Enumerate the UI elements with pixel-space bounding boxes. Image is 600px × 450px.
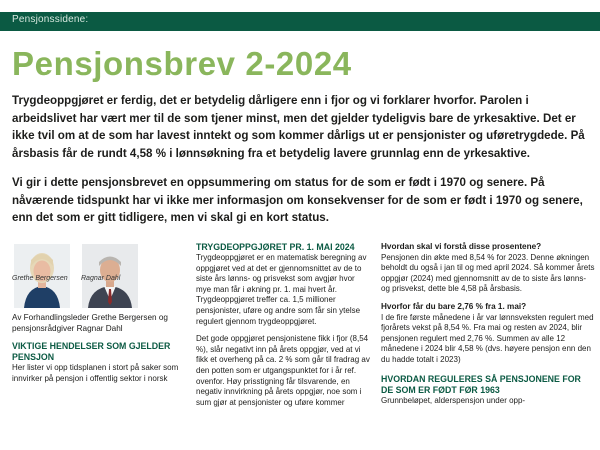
photo-caption-2: Ragnar Dahl [81,275,121,282]
left-column [12,242,177,306]
intro-paragraph-1: Trygdeoppgjøret er ferdig, det er betydelig dårligere enn i fjor og vi forklarer hvorfor. Parolen i arbeidslivet har vært mer til de som tjener minst, men det gjelder tydeligvis bare de yrkesaktive. Det er ikke tvil om at de som har lavest inntekt og som kommer dårligs ut er pensjonister og uføretrygdede. På årsbasis får de rundt 4,58 % i lønnsøkning fra et betydelig lavere grunnlag enn de yrkesaktive. [12,94,585,160]
middle-heading: TRYGDEOPPGJØRET PR. 1. MAI 2024 [196,242,355,252]
section-bar [0,12,600,31]
section-label: Pensjonssidene: [12,14,89,25]
middle-column [196,242,370,415]
byline: Av Forhandlingsleder Grethe Bergersen og pensjonsrådgiver Ragnar Dahl [12,313,168,333]
middle-paragraph-1: Trygdeoppgjøret er en matematisk beregning av oppgjøret ved at det er gjennomsnittet av de to siste års lønns- og prisvekst som avgjør hvor mye man får i økning pr. 1. mai hvert år. Trygdeoppgjøret treffer ca. 1,5 millioner pensjonister, uføre og andre som får sin ytelse regulert gjennom trygdeoppgjøret. [196,253,367,326]
question-2: Hvorfor får du bare 2,76 % fra 1. mai? [381,301,527,311]
author-photos [12,242,177,306]
left-body: Her lister vi opp tidsplanen i stort på saker som innvirker på pensjon i offentlig sektor i norsk [12,363,179,383]
answer-2: I de fire første månedene i år var lønnsveksten regulert med fjorårets vekst på 8,54 %. Fra mai og resten av 2024, blir pensjonen regulert med 2,76 %. Summen av alle 12 månedene i 2024 blir 4,58 % (dvs. høyere pensjon enn den du hadde totalt i 2023) [381,312,594,364]
right-heading: HVORDAN REGULERES SÅ PENSJONENE FOR DE SOM ER FØDT FØR 1963 [381,373,581,395]
right-column [381,242,595,413]
intro-paragraph-2: Vi gir i dette pensjonsbrevet en oppsummering om status for de som er født i 1970 og senere. På nåværende tidspunkt har vi ikke mer informasjon om konsekvenser for de som er født i 1970 og senere, enn det som er gitt tidligere, men vi skal gi en kort status. [12,176,583,224]
right-body: Grunnbeløpet, alderspensjon under opp- [381,395,526,405]
left-heading: VIKTIGE HENDELSER SOM GJELDER PENSJON [12,341,171,362]
answer-1: Pensjonen din økte med 8,54 % for 2023. Denne økningen beholdt du også i jan til og med april 2024. Så kommer årets oppgjør (2024) med gjennomsnitt av de to siste års lønns- og prisvekst, dette ble 4,58 på årsbasis. [381,252,595,294]
question-1: Hvordan skal vi forstå disse prosentene? [381,242,542,251]
middle-paragraph-2: Det gode oppgjøret pensjonistene fikk i fjor (8,54 %), slår negativt inn på årets oppgjør, ved at vi fikk et overheng på ca. 2 % som går til fradrag av den potten som er utgangspunktet for i år ref. ovenfor. Høy prisstigning får tilsvarende, en negativ innvirkning på årets oppgjør, noe som i sum gjør at pensjonister og uføre kommer [196,334,370,407]
photo-caption-1: Grethe Bergersen [12,275,68,282]
page-title: Pensjonsbrev 2-2024 [12,45,352,82]
